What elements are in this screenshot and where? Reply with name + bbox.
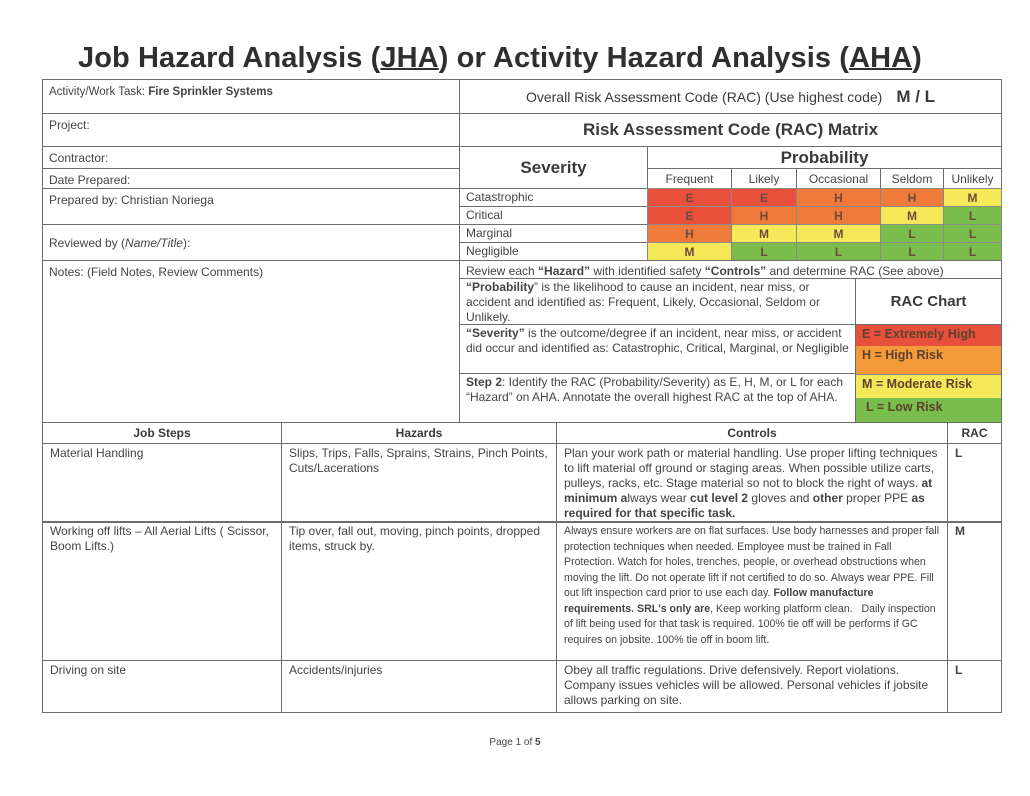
rac-value-cell[interactable]: M <box>947 521 1002 661</box>
rac-matrix-cell: M <box>731 224 797 243</box>
page-number: Page 1 of 5 <box>489 737 541 748</box>
rac-matrix-cell: H <box>796 188 881 207</box>
prepared-by-field[interactable]: Prepared by: Christian Noriega <box>42 188 460 225</box>
controls-cell[interactable]: Always ensure workers are on flat surfaces. Use body harnesses and proper fall protection techniques when needed. Employee must be trained in Fall Protection. Watch for holes, trenches, people, or overhead obstructions when moving the lift. Do not operate lift if not certified to do so. Always wear PPE. Fill out lift inspection card prior to use each day. Follow manufacture requirements. SRL's only are, Keep working platform clean. Daily inspection of lift being used for that task is required. 100% tie off will be performs if GC requires on jobsite. 100% tie off in boom lift. <box>556 521 948 661</box>
controls-cell[interactable]: Obey all traffic regulations. Drive defensively. Report violations. Company issues vehicles will be allowed. Personal vehicles if jobsite allows parking on site. <box>556 660 948 713</box>
severity-negligible: Negligible <box>459 242 648 261</box>
rac-matrix-cell: H <box>647 224 732 243</box>
hazards-cell[interactable]: Slips, Trips, Falls, Sprains, Strains, Pinch Points, Cuts/Lacerations <box>281 443 557 523</box>
review-instruction: Review each “Hazard” with identified safety “Controls” and determine RAC (See above) <box>459 260 1002 279</box>
rac-matrix-cell: L <box>880 242 944 261</box>
activity-field[interactable]: Activity/Work Task: Fire Sprinkler Systems <box>42 79 460 114</box>
hazards-cell[interactable]: Tip over, fall out, moving, pinch points, dropped items, struck by. <box>281 521 557 661</box>
col-header-hazards: Hazards <box>281 422 557 444</box>
rac-matrix-cell: E <box>647 188 732 207</box>
rac-matrix-cell: H <box>880 188 944 207</box>
severity-header: Severity <box>459 146 648 189</box>
probability-occasional: Occasional <box>796 168 881 189</box>
probability-header: Probability <box>647 146 1002 169</box>
overall-rac-label: Overall Risk Assessment Code (RAC) (Use highest code) <box>525 88 883 105</box>
jha-abbreviation: JHA <box>380 42 439 74</box>
rac-value-cell[interactable]: L <box>947 443 1002 523</box>
document-title: Job Hazard Analysis (JHA) or Activity Hazard Analysis (AHA) <box>78 42 922 74</box>
rac-matrix-cell: L <box>943 206 1002 225</box>
rac-matrix-cell: L <box>943 242 1002 261</box>
rac-matrix-cell: L <box>880 224 944 243</box>
probability-definition: “Probability” is the likelihood to cause an incident, near miss, or accident and identified as: Frequent, Likely, Occasional, Seldom or Unlikely. <box>459 278 856 325</box>
severity-marginal: Marginal <box>459 224 648 243</box>
rac-matrix-cell: H <box>796 206 881 225</box>
rac-matrix-cell: M <box>796 224 881 243</box>
rac-matrix-cell: E <box>647 206 732 225</box>
rac-matrix-cell: E <box>731 188 797 207</box>
rac-value-cell[interactable]: L <box>947 660 1002 713</box>
overall-rac-row <box>459 79 1002 114</box>
overall-rac-value[interactable]: M / L <box>896 86 936 106</box>
legend-extremely-high: E = Extremely High <box>856 325 1001 346</box>
notes-field[interactable]: Notes: (Field Notes, Review Comments) <box>42 260 460 423</box>
probability-unlikely: Unlikely <box>943 168 1002 189</box>
probability-likely: Likely <box>731 168 797 189</box>
reviewed-by-field[interactable]: Reviewed by (Name/Title): <box>42 224 460 261</box>
rac-matrix-cell: H <box>731 206 797 225</box>
legend-low-risk: L = Low Risk <box>856 398 1001 422</box>
job-step-cell[interactable]: Driving on site <box>42 660 282 713</box>
rac-matrix-cell: M <box>880 206 944 225</box>
col-header-job-steps: Job Steps <box>42 422 282 444</box>
rac-matrix-cell: M <box>943 188 1002 207</box>
matrix-title: Risk Assessment Code (RAC) Matrix <box>459 113 1002 147</box>
contractor-field[interactable]: Contractor: <box>42 146 460 169</box>
rac-matrix-cell: M <box>647 242 732 261</box>
rac-chart-legend <box>855 324 1002 423</box>
controls-cell[interactable]: Plan your work path or material handling. Use proper lifting techniques to lift material off ground or staging areas. When possible utilize carts, pulleys, racks, etc. Stage material so not to block the right of ways. at minimum always wear cut level 2 gloves and other proper PPE as required for that specific task. <box>556 443 948 523</box>
aha-abbreviation: AHA <box>849 42 913 74</box>
probability-frequent: Frequent <box>647 168 732 189</box>
severity-definition: “Severity” is the outcome/degree if an incident, near miss, or accident did occur and identified as: Catastrophic, Critical, Marginal, or Negligible <box>459 324 856 374</box>
col-header-controls: Controls <box>556 422 948 444</box>
activity-value: Fire Sprinkler Systems <box>148 86 273 98</box>
rac-chart-title: RAC Chart <box>855 278 1002 325</box>
rac-matrix-cell: L <box>943 224 1002 243</box>
severity-catastrophic: Catastrophic <box>459 188 648 207</box>
job-step-cell[interactable]: Material Handling <box>42 443 282 523</box>
hazards-cell[interactable]: Accidents/injuries <box>281 660 557 713</box>
legend-high-risk: H = High Risk <box>856 346 1001 374</box>
rac-matrix-cell: L <box>731 242 797 261</box>
severity-critical: Critical <box>459 206 648 225</box>
date-prepared-field[interactable]: Date Prepared: <box>42 168 460 189</box>
project-field[interactable]: Project: <box>42 113 460 147</box>
job-step-cell[interactable]: Working off lifts – All Aerial Lifts ( Scissor, Boom Lifts.) <box>42 521 282 661</box>
col-header-rac: RAC <box>947 422 1002 444</box>
probability-seldom: Seldom <box>880 168 944 189</box>
legend-moderate-risk: M = Moderate Risk <box>856 374 1001 398</box>
rac-matrix-cell: L <box>796 242 881 261</box>
step2-instruction: Step 2: Identify the RAC (Probability/Severity) as E, H, M, or L for each “Hazard” on AHA. Annotate the overall highest RAC at the top of AHA. <box>459 373 856 423</box>
